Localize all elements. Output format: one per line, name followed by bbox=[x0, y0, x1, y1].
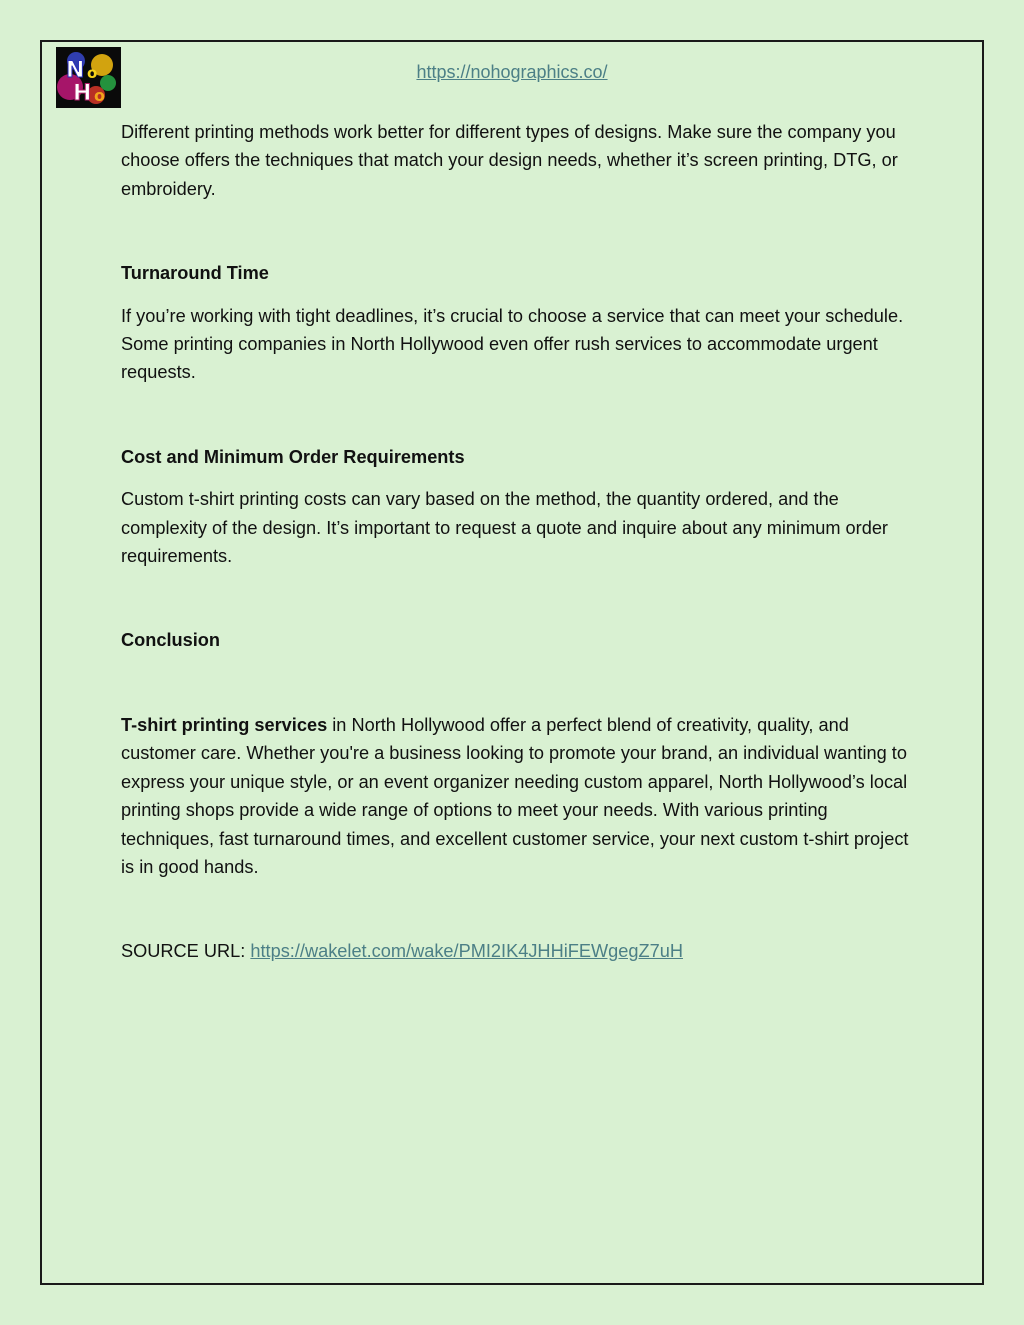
document-body bbox=[121, 118, 911, 966]
svg-text:H: H bbox=[73, 81, 92, 106]
source-line bbox=[121, 937, 911, 965]
conclusion-paragraph bbox=[121, 711, 911, 881]
source-label: SOURCE URL: bbox=[121, 941, 251, 962]
section-body-turnaround: If you’re working with tight deadlines, it’s crucial to choose a service that can meet your schedule. Some printing companies in North Hollywood even offer rush services to accommodate urgent requests. bbox=[121, 305, 904, 383]
svg-text:o: o bbox=[94, 86, 105, 105]
conclusion-lead-bold: T-shirt printing services bbox=[121, 714, 328, 735]
spacer bbox=[121, 203, 911, 259]
intro-paragraph: Different printing methods work better for different types of designs. Make sure the company you choose offers the techniques that match your design needs, whether it’s screen printing, DTG, or embroidery. bbox=[121, 122, 898, 199]
spacer bbox=[121, 881, 911, 937]
conclusion-heading: Conclusion bbox=[121, 630, 221, 651]
source-url-link[interactable]: https://wakelet.com/wake/PMI2IK4JHHiFEWgegZ7uH bbox=[250, 941, 683, 962]
header-site-link[interactable]: https://nohographics.co/ bbox=[416, 62, 608, 82]
svg-text:o: o bbox=[87, 64, 98, 82]
spacer bbox=[121, 387, 911, 443]
conclusion-body: in North Hollywood offer a perfect blend of creativity, quality, and customer care. Whether you're a business looking to promote your brand, an individual wanting to express your unique style, or an event organizer needing custom apparel, North Hollywood’s local printing shops provide a wide range of options to meet your needs. With various printing techniques, fast turnaround times, and excellent customer service, your next custom t-shirt project is in good hands. bbox=[121, 714, 909, 877]
svg-text:N: N bbox=[66, 58, 85, 83]
spacer bbox=[121, 570, 911, 626]
section-body-cost: Custom t-shirt printing costs can vary based on the method, the quantity ordered, and the complexity of the design. It’s important to request a quote and inquire about any minimum order requirements. bbox=[121, 489, 888, 567]
section-heading-turnaround: Turnaround Time bbox=[121, 263, 269, 284]
spacer bbox=[121, 471, 911, 485]
header bbox=[0, 60, 1024, 84]
section-heading-cost: Cost and Minimum Order Requirements bbox=[121, 446, 465, 467]
spacer bbox=[121, 288, 911, 302]
spacer bbox=[121, 655, 911, 711]
